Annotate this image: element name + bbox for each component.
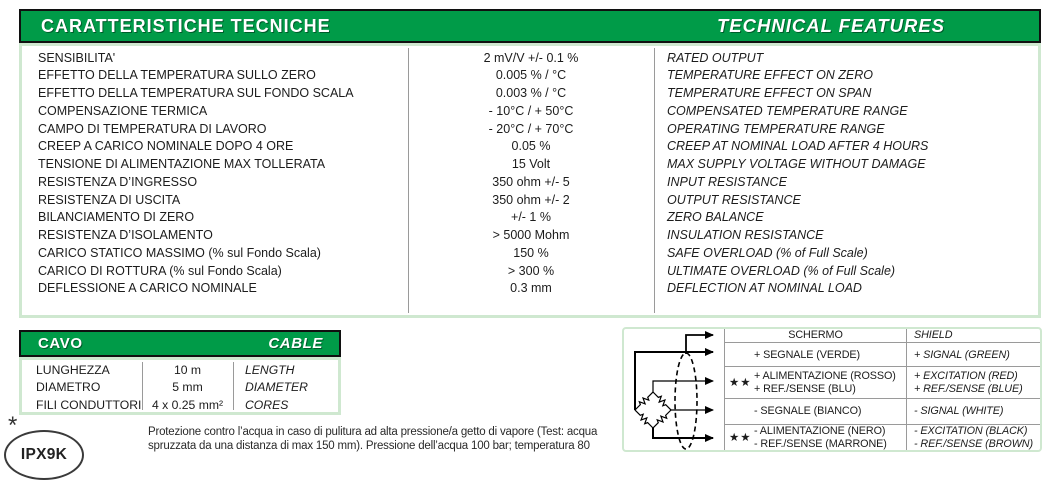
spec-table-header: [19, 9, 1041, 43]
double-star-marker: ★★: [729, 376, 752, 389]
table-row: LUNGHEZZA 10 m LENGTH: [36, 363, 295, 377]
table-row: CARICO STATICO MASSIMO (% sul Fondo Scala) 150 % SAFE OVERLOAD (% of Full Scale): [38, 245, 868, 260]
spec-rows: [22, 50, 1038, 299]
cable-rows: [22, 362, 338, 414]
bridge-resistor: [651, 390, 673, 412]
wiring-row: SCHERMO SHIELD: [725, 329, 1040, 342]
cable-title-english: CABLE: [268, 335, 323, 352]
wiring-row: - SEGNALE (BIANCO) - SIGNAL (WHITE): [725, 398, 1040, 424]
wheatstone-bridge-diagram: [624, 329, 724, 450]
table-row: FILI CONDUTTORI 4 x 0.25 mm² CORES: [36, 397, 289, 412]
table-row: DIAMETRO 5 mm DIAMETER: [36, 380, 308, 395]
wiring-row: ★★ - ALIMENTAZIONE (NERO) - REF./SENSE (MARRONE) - EXCITATION (BLACK) - REF./SENSE (BROWN): [725, 424, 1040, 450]
footnote-line: Protezione contro l’acqua in caso di pulitura ad alta pressione/a getto di vapore (Test: acqua: [148, 426, 598, 438]
wiring-table: [724, 329, 1040, 450]
footnote-line: spruzzata da una distanza di max 150 mm). Pressione dell’acqua 100 bar; temperatura 80: [148, 439, 590, 452]
table-row: EFFETTO DELLA TEMPERATURA SUL FONDO SCALA 0.003 % / °C TEMPERATURE EFFECT ON SPAN: [38, 86, 872, 100]
wiring-row: + SEGNALE (VERDE) + SIGNAL (GREEN): [725, 342, 1040, 366]
table-row: SENSIBILITA' 2 mV/V +/- 0.1 % RATED OUTPUT: [38, 50, 764, 65]
spec-title-italian: CARATTERISTICHE TECNICHE: [41, 15, 331, 36]
ipx9k-badge: [4, 430, 84, 480]
table-row: TENSIONE DI ALIMENTAZIONE MAX TOLLERATA 15 Volt MAX SUPPLY VOLTAGE WITHOUT DAMAGE: [38, 157, 926, 171]
bridge-resistor: [633, 390, 655, 412]
table-row: DEFLESSIONE A CARICO NOMINALE 0.3 mm DEFLECTION AT NOMINAL LOAD: [38, 281, 862, 296]
table-row: RESISTENZA D’INGRESSO 350 ohm +/- 5 INPUT RESISTANCE: [38, 174, 787, 189]
bridge-resistor: [651, 408, 673, 430]
table-row: EFFETTO DELLA TEMPERATURA SULLO ZERO 0.005 % / °C TEMPERATURE EFFECT ON ZERO: [38, 68, 874, 83]
table-row: RESISTENZA D’ISOLAMENTO > 5000 Mohm INSULATION RESISTANCE: [38, 228, 824, 242]
table-row: BILANCIAMENTO DI ZERO +/- 1 % ZERO BALANCE: [38, 210, 764, 225]
cable-title-italian: CAVO: [38, 335, 83, 352]
double-star-marker: ★★: [729, 431, 752, 444]
cable-shield-ellipse: [675, 353, 697, 449]
ipx9k-label: IPX9K: [20, 446, 68, 463]
table-row: COMPENSAZIONE TERMICA - 10°C / + 50°C COMPENSATED TEMPERATURE RANGE: [38, 103, 908, 118]
wiring-diagram-box: [622, 327, 1042, 452]
bridge-resistor: [633, 408, 655, 430]
wiring-row: ★★ + ALIMENTAZIONE (ROSSO) + REF./SENSE (BLU) + EXCITATION (RED) + REF./SENSE (BLUE): [725, 366, 1040, 398]
cable-table-body: [19, 357, 341, 415]
table-row: CARICO DI ROTTURA (% sul Fondo Scala) > 300 % ULTIMATE OVERLOAD (% of Full Scale): [38, 263, 896, 278]
table-row: RESISTENZA DI USCITA 350 ohm +/- 2 OUTPUT RESISTANCE: [38, 192, 801, 207]
footnote-text: [148, 426, 597, 453]
table-row: CAMPO DI TEMPERATURA DI LAVORO - 20°C / + 70°C OPERATING TEMPERATURE RANGE: [38, 121, 885, 136]
minus-excitation-wire: [653, 428, 713, 438]
footnote-asterisk: *: [8, 412, 18, 439]
spec-title-english: TECHNICAL FEATURES: [716, 15, 945, 36]
spec-table-body: [19, 43, 1041, 318]
cable-table-header: [19, 330, 341, 357]
table-row: CREEP A CARICO NOMINALE DOPO 4 ORE 0.05 % CREEP AT NOMINAL LOAD AFTER 4 HOURS: [38, 139, 929, 154]
plus-excitation-wire: [653, 381, 713, 392]
